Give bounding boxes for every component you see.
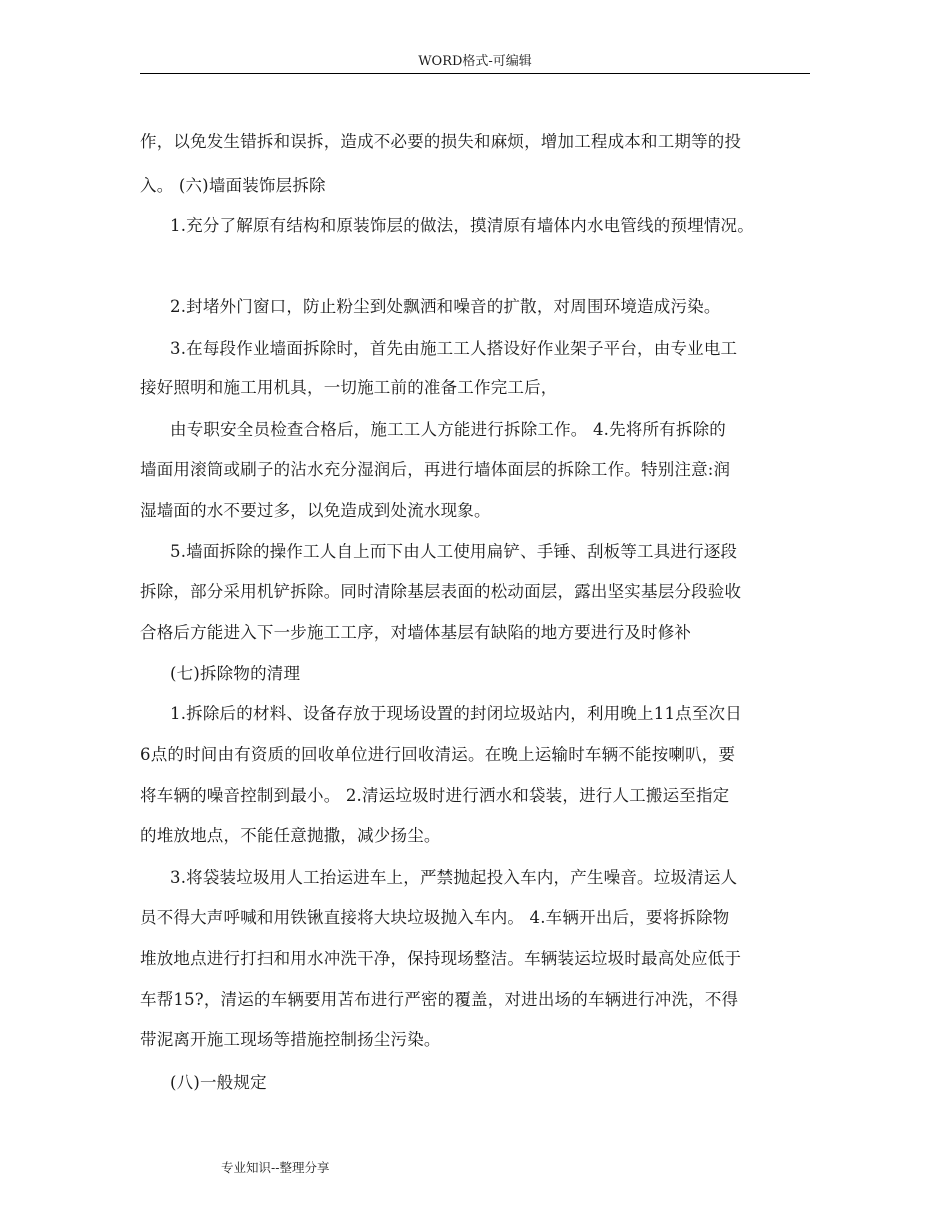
page-header: WORD格式-可编辑 <box>418 54 532 69</box>
body-line: 由专职安全员检查合格后，施工工人方能进行拆除工作。 4.先将所有拆除的 <box>170 420 726 439</box>
page-footer: 专业知识--整理分享 <box>221 1160 330 1175</box>
body-line: 5.墙面拆除的操作工人自上而下由人工使用扁铲、手锤、刮板等工具进行逐段 <box>170 542 738 561</box>
header-rule <box>140 73 810 74</box>
section-heading: (八)一般规定 <box>170 1073 267 1092</box>
body-line: 6点的时间由有资质的回收单位进行回收清运。在晚上运输时车辆不能按喇叭，要 <box>140 745 736 764</box>
body-line: 入。 (六)墙面装饰层拆除 <box>140 176 326 195</box>
section-heading: (七)拆除物的清理 <box>170 664 301 683</box>
body-line: 员不得大声呼喊和用铁锹直接将大块垃圾抛入车内。 4.车辆开出后，要将拆除物 <box>140 908 730 927</box>
body-line: 3.将袋装垃圾用人工抬运进车上，严禁抛起投入车内，产生噪音。垃圾清运人 <box>170 868 738 887</box>
body-line: 的堆放地点，不能任意抛撒，减少扬尘。 <box>140 826 441 845</box>
body-line: 墙面用滚筒或刷子的沾水充分湿润后，再进行墙体面层的拆除工作。特别注意:润 <box>140 460 731 479</box>
body-line: 作，以免发生错拆和误拆，造成不必要的损失和麻烦，增加工程成本和工期等的投 <box>140 132 742 151</box>
body-line: 带泥离开施工现场等措施控制扬尘污染。 <box>140 1030 441 1049</box>
body-line: 堆放地点进行打扫和用水冲洗干净，保持现场整洁。车辆装运垃圾时最高处应低于 <box>140 949 742 968</box>
body-line: 接好照明和施工用机具，一切施工前的准备工作完工后， <box>140 378 558 397</box>
body-line: 1.拆除后的材料、设备存放于现场设置的封闭垃圾站内，利用晚上11点至次日 <box>170 704 742 723</box>
body-line: 湿墙面的水不要过多，以免造成到处流水现象。 <box>140 501 491 520</box>
body-line: 3.在每段作业墙面拆除时，首先由施工工人搭设好作业架子平台，由专业电工 <box>170 339 738 358</box>
body-line: 合格后方能进入下一步施工工序，对墙体基层有缺陷的地方要进行及时修补 <box>140 623 692 642</box>
body-line: 将车辆的噪音控制到最小。 2.清运垃圾时进行洒水和袋装，进行人工搬运至指定 <box>140 786 730 805</box>
body-line: 拆除，部分采用机铲拆除。同时清除基层表面的松动面层，露出坚实基层分段验收 <box>140 582 742 601</box>
body-line: 车帮15?，清运的车辆要用苫布进行严密的覆盖，对进出场的车辆进行冲洗，不得 <box>140 990 739 1009</box>
body-line: 1.充分了解原有结构和原装饰层的做法，摸清原有墙体内水电管线的预埋情况。 <box>170 216 754 235</box>
body-line: 2.封堵外门窗口，防止粉尘到处飘洒和噪音的扩散，对周围环境造成污染。 <box>170 297 721 316</box>
